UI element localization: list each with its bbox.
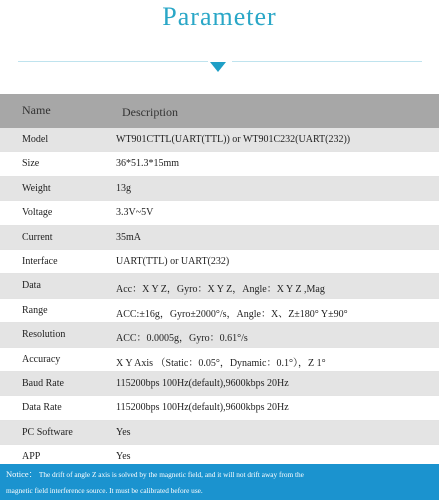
header-description: Description bbox=[122, 105, 178, 119]
row-name: Accuracy bbox=[22, 353, 61, 365]
row-description: ACC:±16g，Gyro±2000°/s，Angle：X、Z±180° Y±90° bbox=[116, 308, 348, 320]
row-description: Acc：X Y Z，Gyro：X Y Z，Angle：X Y Z ,Mag bbox=[116, 284, 325, 296]
row-description: UART(TTL) or UART(232) bbox=[116, 255, 230, 267]
table-row bbox=[0, 274, 439, 298]
parameter-table bbox=[0, 94, 439, 469]
title-divider-left bbox=[18, 61, 208, 62]
row-description: Yes bbox=[116, 426, 131, 438]
row-description: 115200bps 100Hz(default),9600kbps 20Hz bbox=[116, 402, 289, 414]
table-row bbox=[0, 421, 439, 445]
table-row bbox=[0, 177, 439, 201]
title-divider-right bbox=[232, 61, 422, 62]
row-description: 13g bbox=[116, 182, 131, 194]
row-description: WT901CTTL(UART(TTL)) or WT901C232(UART(232)) bbox=[116, 134, 351, 145]
row-description: X Y Axis （Static：0.05°，Dynamic：0.1°），Z 1° bbox=[116, 357, 326, 369]
row-name: Resolution bbox=[22, 329, 66, 341]
row-description: 36*51.3*15mm bbox=[116, 158, 180, 170]
table-row bbox=[0, 201, 439, 225]
row-name: Voltage bbox=[22, 207, 53, 219]
row-description: 35mA bbox=[116, 231, 141, 243]
notice-label: Notice： bbox=[6, 469, 38, 479]
table-row bbox=[0, 152, 439, 176]
row-name: APP bbox=[22, 451, 41, 463]
row-name: Data Rate bbox=[22, 402, 62, 414]
table-row bbox=[0, 250, 439, 274]
row-name: Baud Rate bbox=[22, 377, 64, 389]
table-row bbox=[0, 226, 439, 250]
row-description: ACC：0.0005g，Gyro：0.61°/s bbox=[116, 333, 248, 345]
row-name: Data bbox=[22, 280, 41, 292]
notice-text-line1: The drift of angle Z axis is solved by the magnetic field, and it will not drift away from the bbox=[38, 470, 304, 479]
row-name: Model bbox=[22, 134, 49, 145]
row-description: Yes bbox=[116, 451, 131, 463]
table-header bbox=[0, 94, 439, 128]
table-row bbox=[0, 323, 439, 347]
table-row bbox=[0, 396, 439, 420]
row-description: 115200bps 100Hz(default),9600kbps 20Hz bbox=[116, 377, 289, 389]
row-name: Weight bbox=[22, 182, 51, 194]
header-name: Name bbox=[22, 103, 51, 117]
page-title: Parameter bbox=[162, 2, 277, 31]
table-row bbox=[0, 348, 439, 372]
table-row bbox=[0, 299, 439, 323]
row-description: 3.3V~5V bbox=[116, 207, 154, 219]
table-row bbox=[0, 128, 439, 152]
row-name: Size bbox=[22, 158, 40, 170]
caret-down-icon bbox=[210, 62, 226, 72]
row-name: PC Software bbox=[22, 426, 73, 438]
notice-banner bbox=[0, 464, 439, 500]
row-name: Range bbox=[22, 304, 48, 316]
row-name: Current bbox=[22, 231, 53, 243]
notice-text-line2: magnetic field interference source. It must be calibrated before use. bbox=[6, 486, 203, 495]
table-row bbox=[0, 372, 439, 396]
row-name: Interface bbox=[22, 255, 58, 267]
